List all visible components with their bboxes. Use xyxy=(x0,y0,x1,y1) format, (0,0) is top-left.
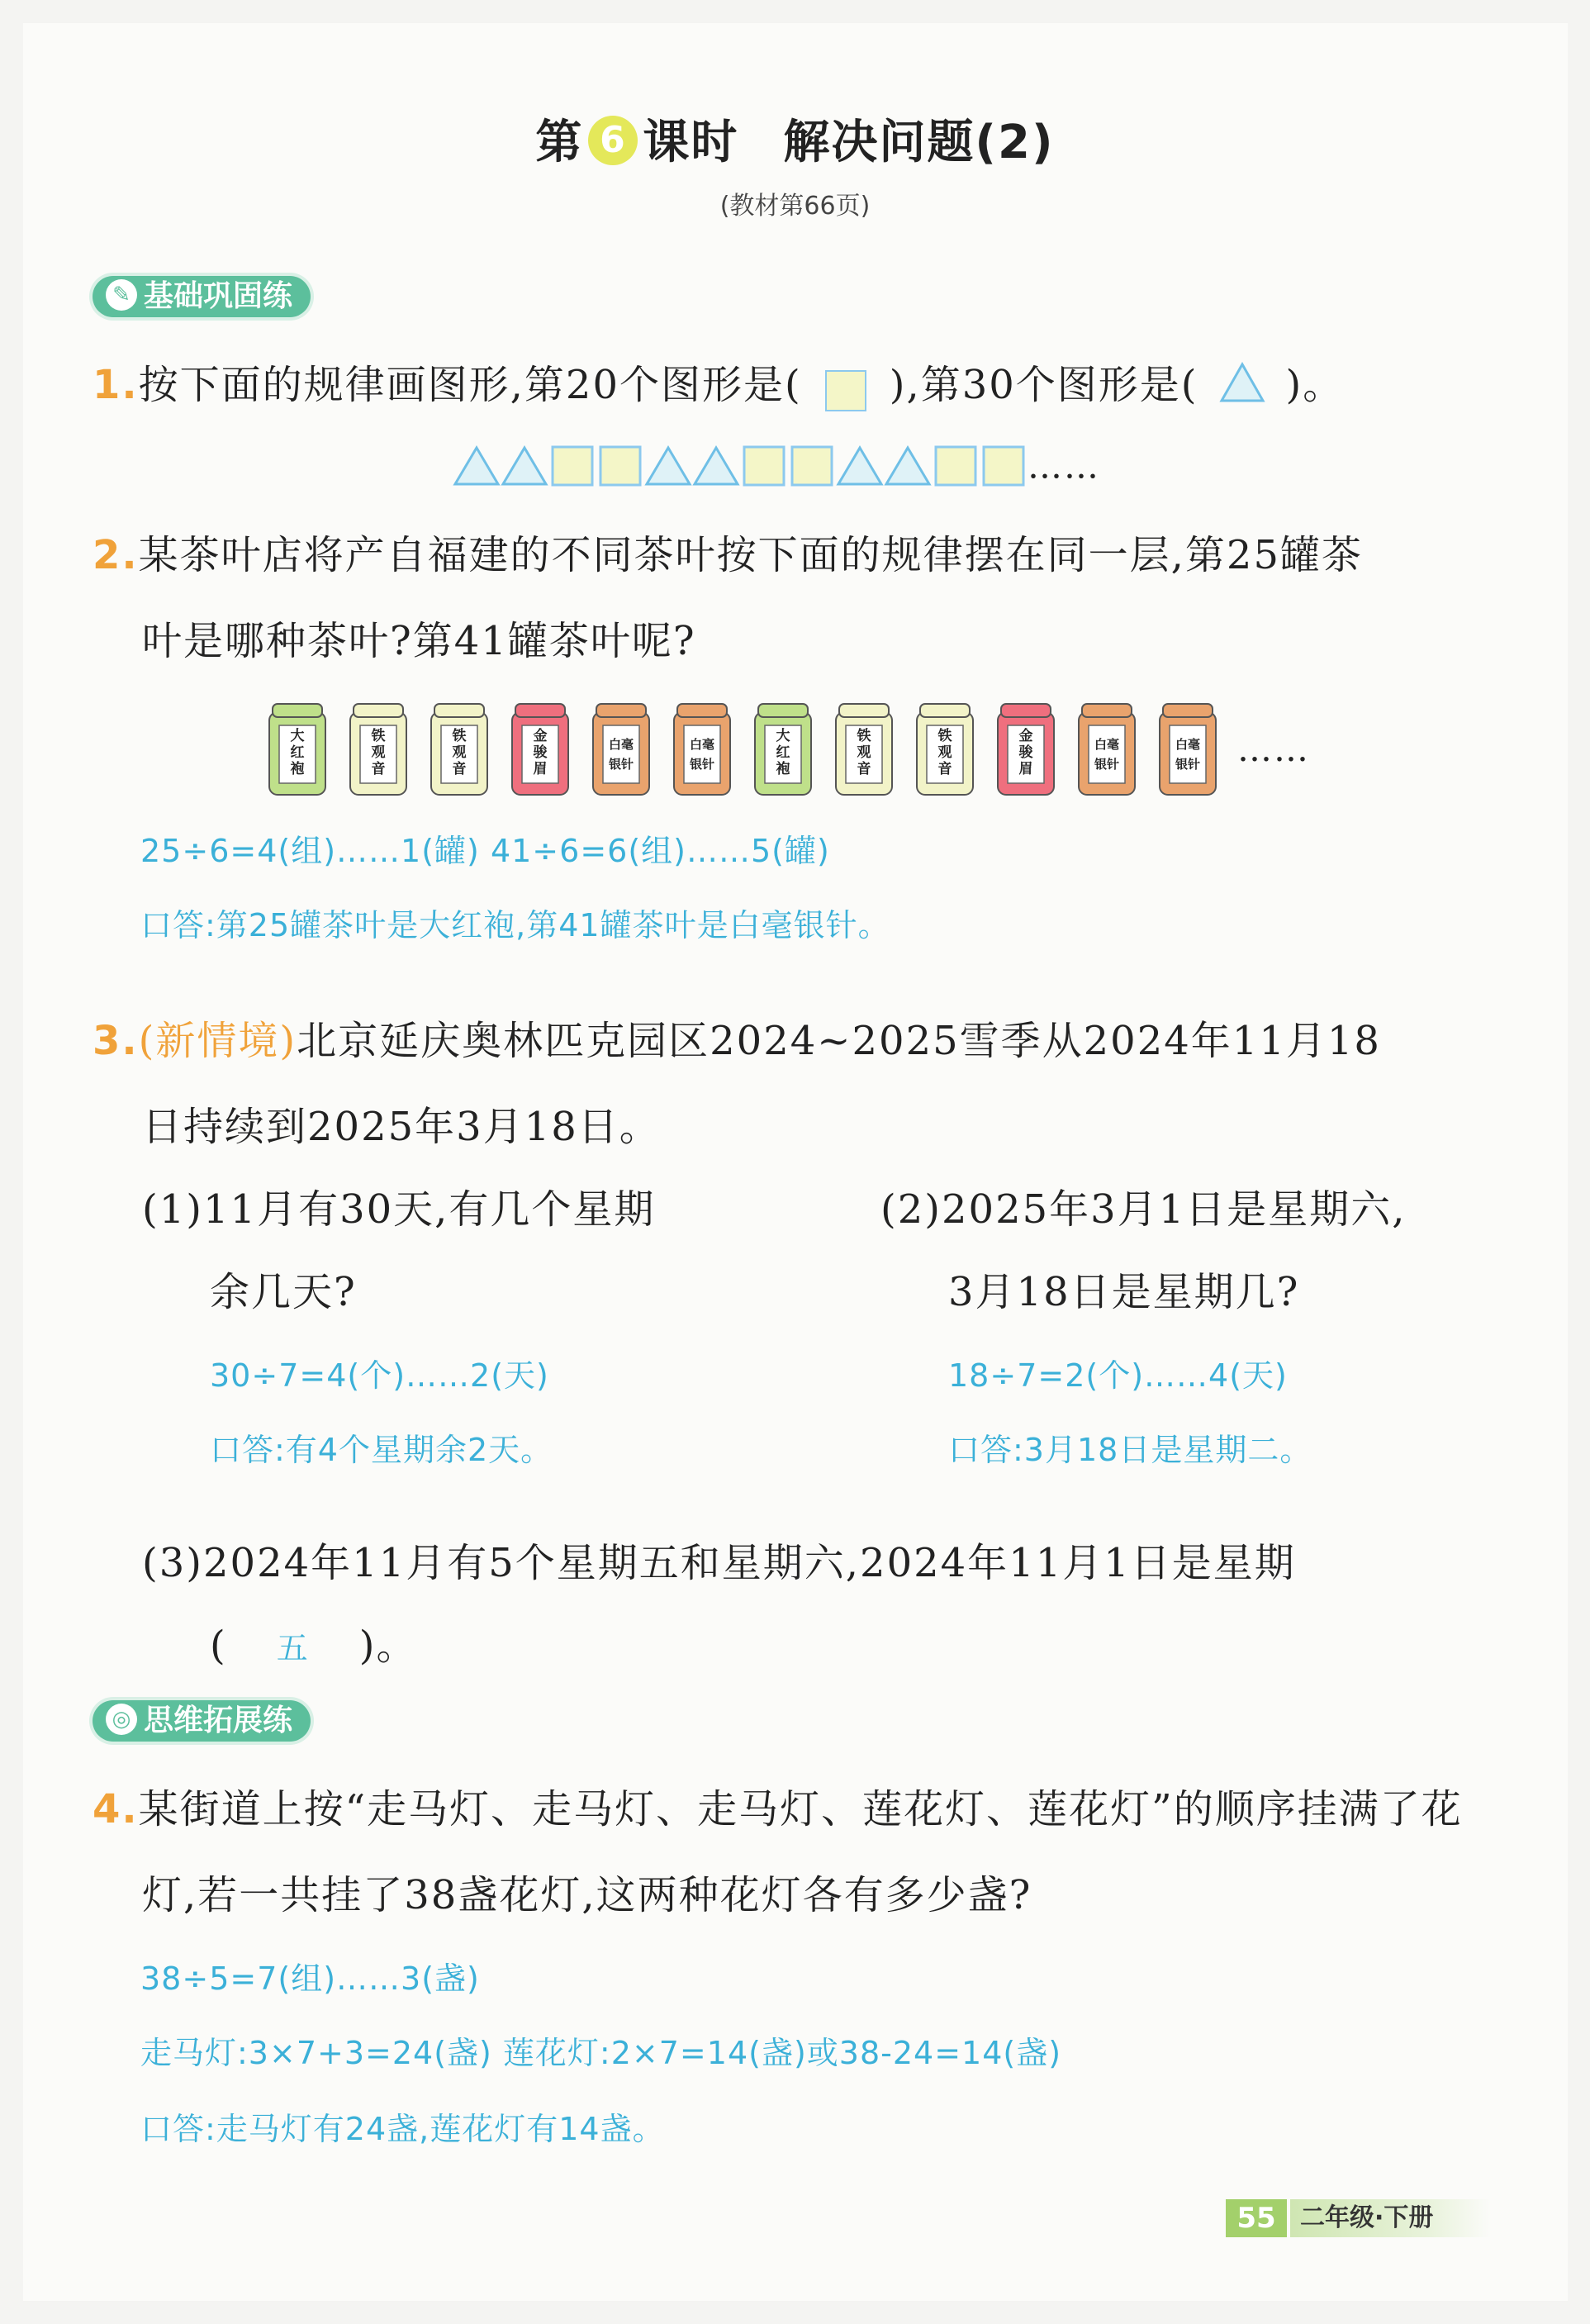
svg-text:金: 金 xyxy=(533,728,548,744)
ellipsis: …… xyxy=(1237,729,1310,769)
tea-jar xyxy=(914,701,976,798)
q3-part1-answer-calc: 30÷7=4(个)……2(天) xyxy=(210,1357,549,1394)
title-mid: 课时 xyxy=(643,116,739,169)
q4-line-2: 灯,若一共挂了38盏花灯,这两种花灯各有多少盏? xyxy=(142,1872,1032,1918)
svg-text:袍: 袍 xyxy=(290,761,305,777)
tea-jar xyxy=(1075,701,1138,798)
svg-text:红: 红 xyxy=(776,744,790,761)
q2-answer-statement: 口答:第25罐茶叶是大红袍,第41罐茶叶是白毫银针。 xyxy=(140,907,890,943)
question-2-line-1 xyxy=(93,530,1363,580)
svg-text:铁: 铁 xyxy=(452,728,467,744)
question-number: 2. xyxy=(93,532,139,578)
tea-jar xyxy=(1156,701,1219,798)
svg-text:音: 音 xyxy=(857,761,871,777)
q1-text-a: 按下面的规律画图形,第20个图形是( xyxy=(138,362,802,408)
square-shape xyxy=(980,444,1028,487)
q4-answer-statement: 口答:走马灯有24盏,莲花灯有14盏。 xyxy=(140,2111,665,2147)
svg-text:眉: 眉 xyxy=(1018,761,1033,777)
square-shape xyxy=(596,444,644,487)
svg-text:银针: 银针 xyxy=(608,757,634,772)
svg-text:银针: 银针 xyxy=(1175,757,1201,772)
svg-text:铁: 铁 xyxy=(371,728,386,744)
triangle-shape xyxy=(692,444,740,487)
svg-text:铁: 铁 xyxy=(937,728,952,744)
section-thinking-label: 思维拓展练 xyxy=(144,1704,293,1737)
answer-triangle-box xyxy=(1198,362,1286,415)
svg-text:音: 音 xyxy=(937,761,952,777)
tea-jar xyxy=(509,701,572,798)
svg-text:观: 观 xyxy=(937,744,952,761)
triangle-shape xyxy=(884,444,932,487)
q3-part3-answer: 五 xyxy=(276,1630,310,1666)
ellipsis: …… xyxy=(1028,445,1100,487)
paren-open: ( xyxy=(210,1623,227,1669)
question-number: 3. xyxy=(93,1018,139,1064)
square-shape xyxy=(825,370,866,411)
tea-jar xyxy=(994,701,1057,798)
square-shape xyxy=(548,444,596,487)
svg-text:金: 金 xyxy=(1018,728,1033,744)
q3-part1-line-1: (1)11月有30天,有几个星期 xyxy=(142,1186,656,1233)
svg-text:白毫: 白毫 xyxy=(608,737,634,752)
brain-icon: ◎ xyxy=(106,1704,137,1735)
tea-jar xyxy=(347,701,410,798)
q3-part1-answer-statement: 口答:有4个星期余2天。 xyxy=(210,1432,553,1468)
triangle-shape xyxy=(501,444,548,487)
shape-pattern-row xyxy=(453,444,1100,494)
q2-line-2: 叶是哪种茶叶?第41罐茶叶呢? xyxy=(142,618,696,664)
svg-text:白毫: 白毫 xyxy=(1094,737,1120,752)
question-number: 1. xyxy=(93,362,139,408)
grade-label: 二年级·下册 xyxy=(1290,2199,1491,2237)
svg-text:音: 音 xyxy=(452,761,467,777)
pencil-icon: ✎ xyxy=(106,279,137,311)
q4-answer-calc-2: 走马灯:3×7+3=24(盏) 莲花灯:2×7=14(盏)或38-24=14(盏) xyxy=(140,2035,1062,2071)
q1-text-b: ),第30个图形是( xyxy=(889,362,1198,408)
q3-part1-line-2: 余几天? xyxy=(210,1269,357,1315)
q3-line-1: 北京延庆奥林匹克园区2024~2025雪季从2024年11月18 xyxy=(297,1018,1381,1064)
page-number: 55 xyxy=(1226,2199,1287,2237)
svg-text:袍: 袍 xyxy=(776,761,790,777)
triangle-shape xyxy=(644,444,692,487)
svg-text:骏: 骏 xyxy=(1018,744,1033,761)
svg-text:银针: 银针 xyxy=(1094,757,1120,772)
new-context-tag: (新情境) xyxy=(138,1018,297,1064)
tea-jar xyxy=(833,701,895,798)
title-topic: 解决问题(2) xyxy=(783,116,1055,169)
square-shape xyxy=(788,444,836,487)
q3-part2-line-2: 3月18日是星期几? xyxy=(948,1269,1300,1315)
section-thinking-header xyxy=(93,1700,311,1742)
title-prefix: 第 xyxy=(535,116,584,169)
q2-line-1: 某茶叶店将产自福建的不同茶叶按下面的规律摆在同一层,第25罐茶 xyxy=(138,532,1363,578)
question-4-line-1 xyxy=(93,1785,1463,1834)
answer-square-box xyxy=(802,364,890,413)
square-shape xyxy=(740,444,788,487)
svg-text:大: 大 xyxy=(290,728,305,744)
question-3-line-1 xyxy=(93,1016,1381,1066)
svg-text:白毫: 白毫 xyxy=(1175,737,1201,752)
tea-jar xyxy=(590,701,653,798)
svg-text:骏: 骏 xyxy=(533,744,548,761)
q4-line-1: 某街道上按“走马灯、走马灯、走马灯、莲花灯、莲花灯”的顺序挂满了花 xyxy=(138,1786,1463,1832)
q3-part3-line-2 xyxy=(210,1621,417,1673)
triangle-shape xyxy=(1219,362,1265,403)
svg-text:音: 音 xyxy=(371,761,386,777)
triangle-shape xyxy=(453,444,501,487)
q3-line-2: 日持续到2025年3月18日。 xyxy=(142,1104,661,1150)
question-1 xyxy=(93,360,1344,415)
svg-text:观: 观 xyxy=(857,744,871,761)
tea-jar xyxy=(428,701,491,798)
textbook-reference: (教材第66页) xyxy=(719,192,871,221)
q2-answer-calc: 25÷6=4(组)……1(罐) 41÷6=6(组)……5(罐) xyxy=(140,833,830,869)
q3-part2-line-1: (2)2025年3月1日是星期六, xyxy=(880,1186,1407,1233)
square-shape xyxy=(932,444,980,487)
svg-text:观: 观 xyxy=(371,744,386,761)
svg-text:铁: 铁 xyxy=(857,728,871,744)
svg-text:大: 大 xyxy=(776,728,790,744)
tea-jar-row xyxy=(266,701,1310,800)
q3-part2-answer-calc: 18÷7=2(个)……4(天) xyxy=(948,1357,1288,1394)
svg-text:白毫: 白毫 xyxy=(689,737,715,752)
svg-text:眉: 眉 xyxy=(533,761,548,777)
q3-part3-line-1: (3)2024年11月有5个星期五和星期六,2024年11月1日是星期 xyxy=(142,1540,1296,1586)
lesson-number-badge: 6 xyxy=(588,116,638,165)
paren-close: )。 xyxy=(358,1623,418,1669)
section-basic-label: 基础巩固练 xyxy=(144,279,293,313)
q4-answer-calc-1: 38÷5=7(组)……3(盏) xyxy=(140,1960,480,1997)
svg-text:观: 观 xyxy=(452,744,467,761)
svg-text:红: 红 xyxy=(290,744,305,761)
section-basic-header xyxy=(93,276,311,317)
page-title xyxy=(0,106,1590,172)
q1-text-c: )。 xyxy=(1285,362,1345,408)
triangle-shape xyxy=(836,444,884,487)
tea-jar xyxy=(752,701,814,798)
q3-part2-answer-statement: 口答:3月18日是星期二。 xyxy=(948,1432,1312,1468)
svg-text:银针: 银针 xyxy=(689,757,715,772)
question-number: 4. xyxy=(93,1786,139,1832)
tea-jar xyxy=(671,701,733,798)
tea-jar xyxy=(266,701,329,798)
